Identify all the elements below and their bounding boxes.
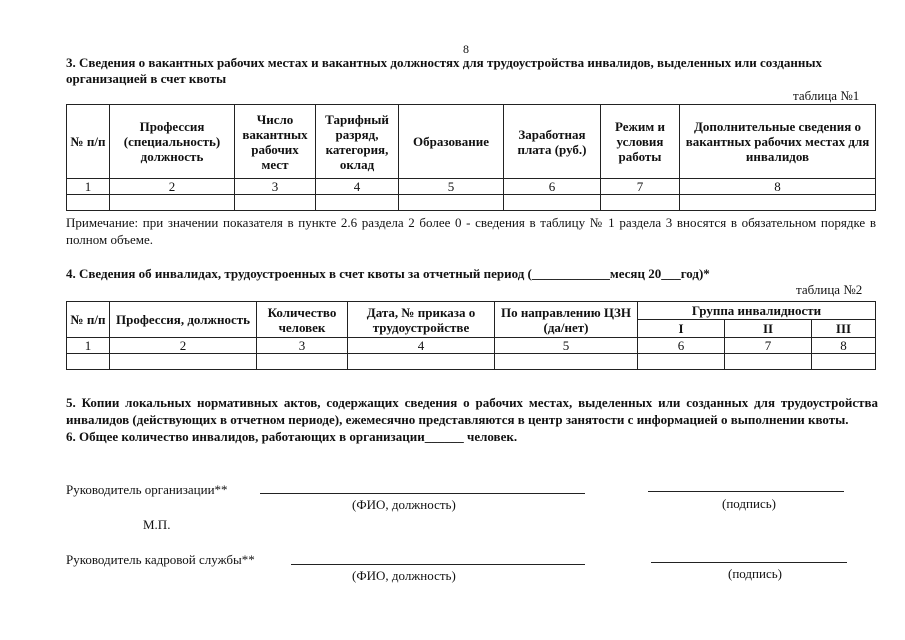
empty-cell[interactable] <box>316 195 399 211</box>
col-number-cell: 7 <box>601 179 680 195</box>
col-header-group-1: I <box>638 320 725 338</box>
empty-cell[interactable] <box>495 354 638 370</box>
col-header-education: Образование <box>399 105 504 179</box>
empty-cell[interactable] <box>257 354 348 370</box>
head-fio-line[interactable] <box>260 493 585 494</box>
table-row-empty <box>67 195 876 211</box>
hr-fio-line[interactable] <box>291 564 585 565</box>
empty-cell[interactable] <box>110 195 235 211</box>
empty-cell[interactable] <box>399 195 504 211</box>
empty-cell[interactable] <box>110 354 257 370</box>
col-header-conditions: Режим и условия работы <box>601 105 680 179</box>
section-3-title: 3. Сведения о вакантных рабочих местах и вакантных должностях для трудоустройства инвалидов, выделенных или созданных организацией в счет квоты <box>66 55 822 86</box>
hr-signature-label: Руководитель кадровой службы** <box>66 552 255 567</box>
empty-cell[interactable] <box>601 195 680 211</box>
table-2-label: таблица №2 <box>796 282 863 297</box>
section-6-text: 6. Общее количество инвалидов, работающих в организации______ человек. <box>66 429 518 444</box>
col-header-number: № п/п <box>67 302 110 338</box>
col-header-salary: Заработная плата (руб.) <box>504 105 601 179</box>
col-header-count: Количество человек <box>257 302 348 338</box>
head-signature-label: Руководитель организации** <box>66 482 228 497</box>
col-number-cell: 4 <box>316 179 399 195</box>
col-header-profession: Профессия, должность <box>110 302 257 338</box>
empty-cell[interactable] <box>235 195 316 211</box>
col-number-cell: 2 <box>110 338 257 354</box>
table-row-empty <box>67 354 876 370</box>
stamp-label: М.П. <box>143 517 171 532</box>
col-number-cell: 5 <box>399 179 504 195</box>
empty-cell[interactable] <box>680 195 876 211</box>
col-number-cell: 6 <box>504 179 601 195</box>
head-sign-hint: (подпись) <box>722 496 776 511</box>
col-header-order: Дата, № приказа о трудоустройстве <box>348 302 495 338</box>
section-4-title: 4. Сведения об инвалидах, трудоустроенных в счет квоты за отчетный период (____________месяц 20___год)* <box>66 266 710 281</box>
col-header-tariff: Тарифный разряд, категория, оклад <box>316 105 399 179</box>
table-1-label: таблица №1 <box>793 88 860 103</box>
page-number: 8 <box>463 42 469 56</box>
table-row <box>67 338 876 354</box>
employed-disabled-table <box>66 301 876 370</box>
col-header-group-2: II <box>725 320 812 338</box>
col-header-vacancies: Число вакантных рабочих мест <box>235 105 316 179</box>
empty-cell[interactable] <box>348 354 495 370</box>
note-text: Примечание: при значении показателя в пункте 2.6 раздела 2 более 0 - сведения в таблицу № 1 раздела 3 вносятся в обязательном порядке в полном объеме. <box>66 215 876 247</box>
col-number-cell: 2 <box>110 179 235 195</box>
col-header-number: № п/п <box>67 105 110 179</box>
empty-cell[interactable] <box>725 354 812 370</box>
hr-sign-hint: (подпись) <box>728 566 782 581</box>
section-5-paragraph: 5. Копии локальных нормативных актов, содержащих сведения о рабочих местах, выделенных или созданных для трудоустройства инвалидов (действующих в отчетном периоде), ежемесячно представляются в центр занятости с информацией о выполнении квоты. <box>66 395 878 427</box>
vacancies-table <box>66 104 876 211</box>
empty-cell[interactable] <box>67 354 110 370</box>
col-number-cell: 5 <box>495 338 638 354</box>
table-row <box>67 179 876 195</box>
empty-cell[interactable] <box>638 354 725 370</box>
col-number-cell: 7 <box>725 338 812 354</box>
hr-sign-line[interactable] <box>651 562 847 563</box>
hr-fio-hint: (ФИО, должность) <box>352 568 456 583</box>
col-header-direction: По направлению ЦЗН (да/нет) <box>495 302 638 338</box>
col-number-cell: 8 <box>812 338 876 354</box>
col-number-cell: 3 <box>235 179 316 195</box>
head-fio-hint: (ФИО, должность) <box>352 497 456 512</box>
col-header-additional: Дополнительные сведения о вакантных рабочих местах для инвалидов <box>680 105 876 179</box>
col-header-group-3: III <box>812 320 876 338</box>
empty-cell[interactable] <box>504 195 601 211</box>
empty-cell[interactable] <box>812 354 876 370</box>
col-header-disability-group: Группа инвалидности <box>638 302 876 320</box>
col-number-cell: 1 <box>67 338 110 354</box>
col-number-cell: 4 <box>348 338 495 354</box>
head-sign-line[interactable] <box>648 491 844 492</box>
section-5-text <box>66 394 878 445</box>
empty-cell[interactable] <box>67 195 110 211</box>
col-number-cell: 3 <box>257 338 348 354</box>
col-header-profession: Профессия (специальность) должность <box>110 105 235 179</box>
col-number-cell: 1 <box>67 179 110 195</box>
col-number-cell: 8 <box>680 179 876 195</box>
col-number-cell: 6 <box>638 338 725 354</box>
